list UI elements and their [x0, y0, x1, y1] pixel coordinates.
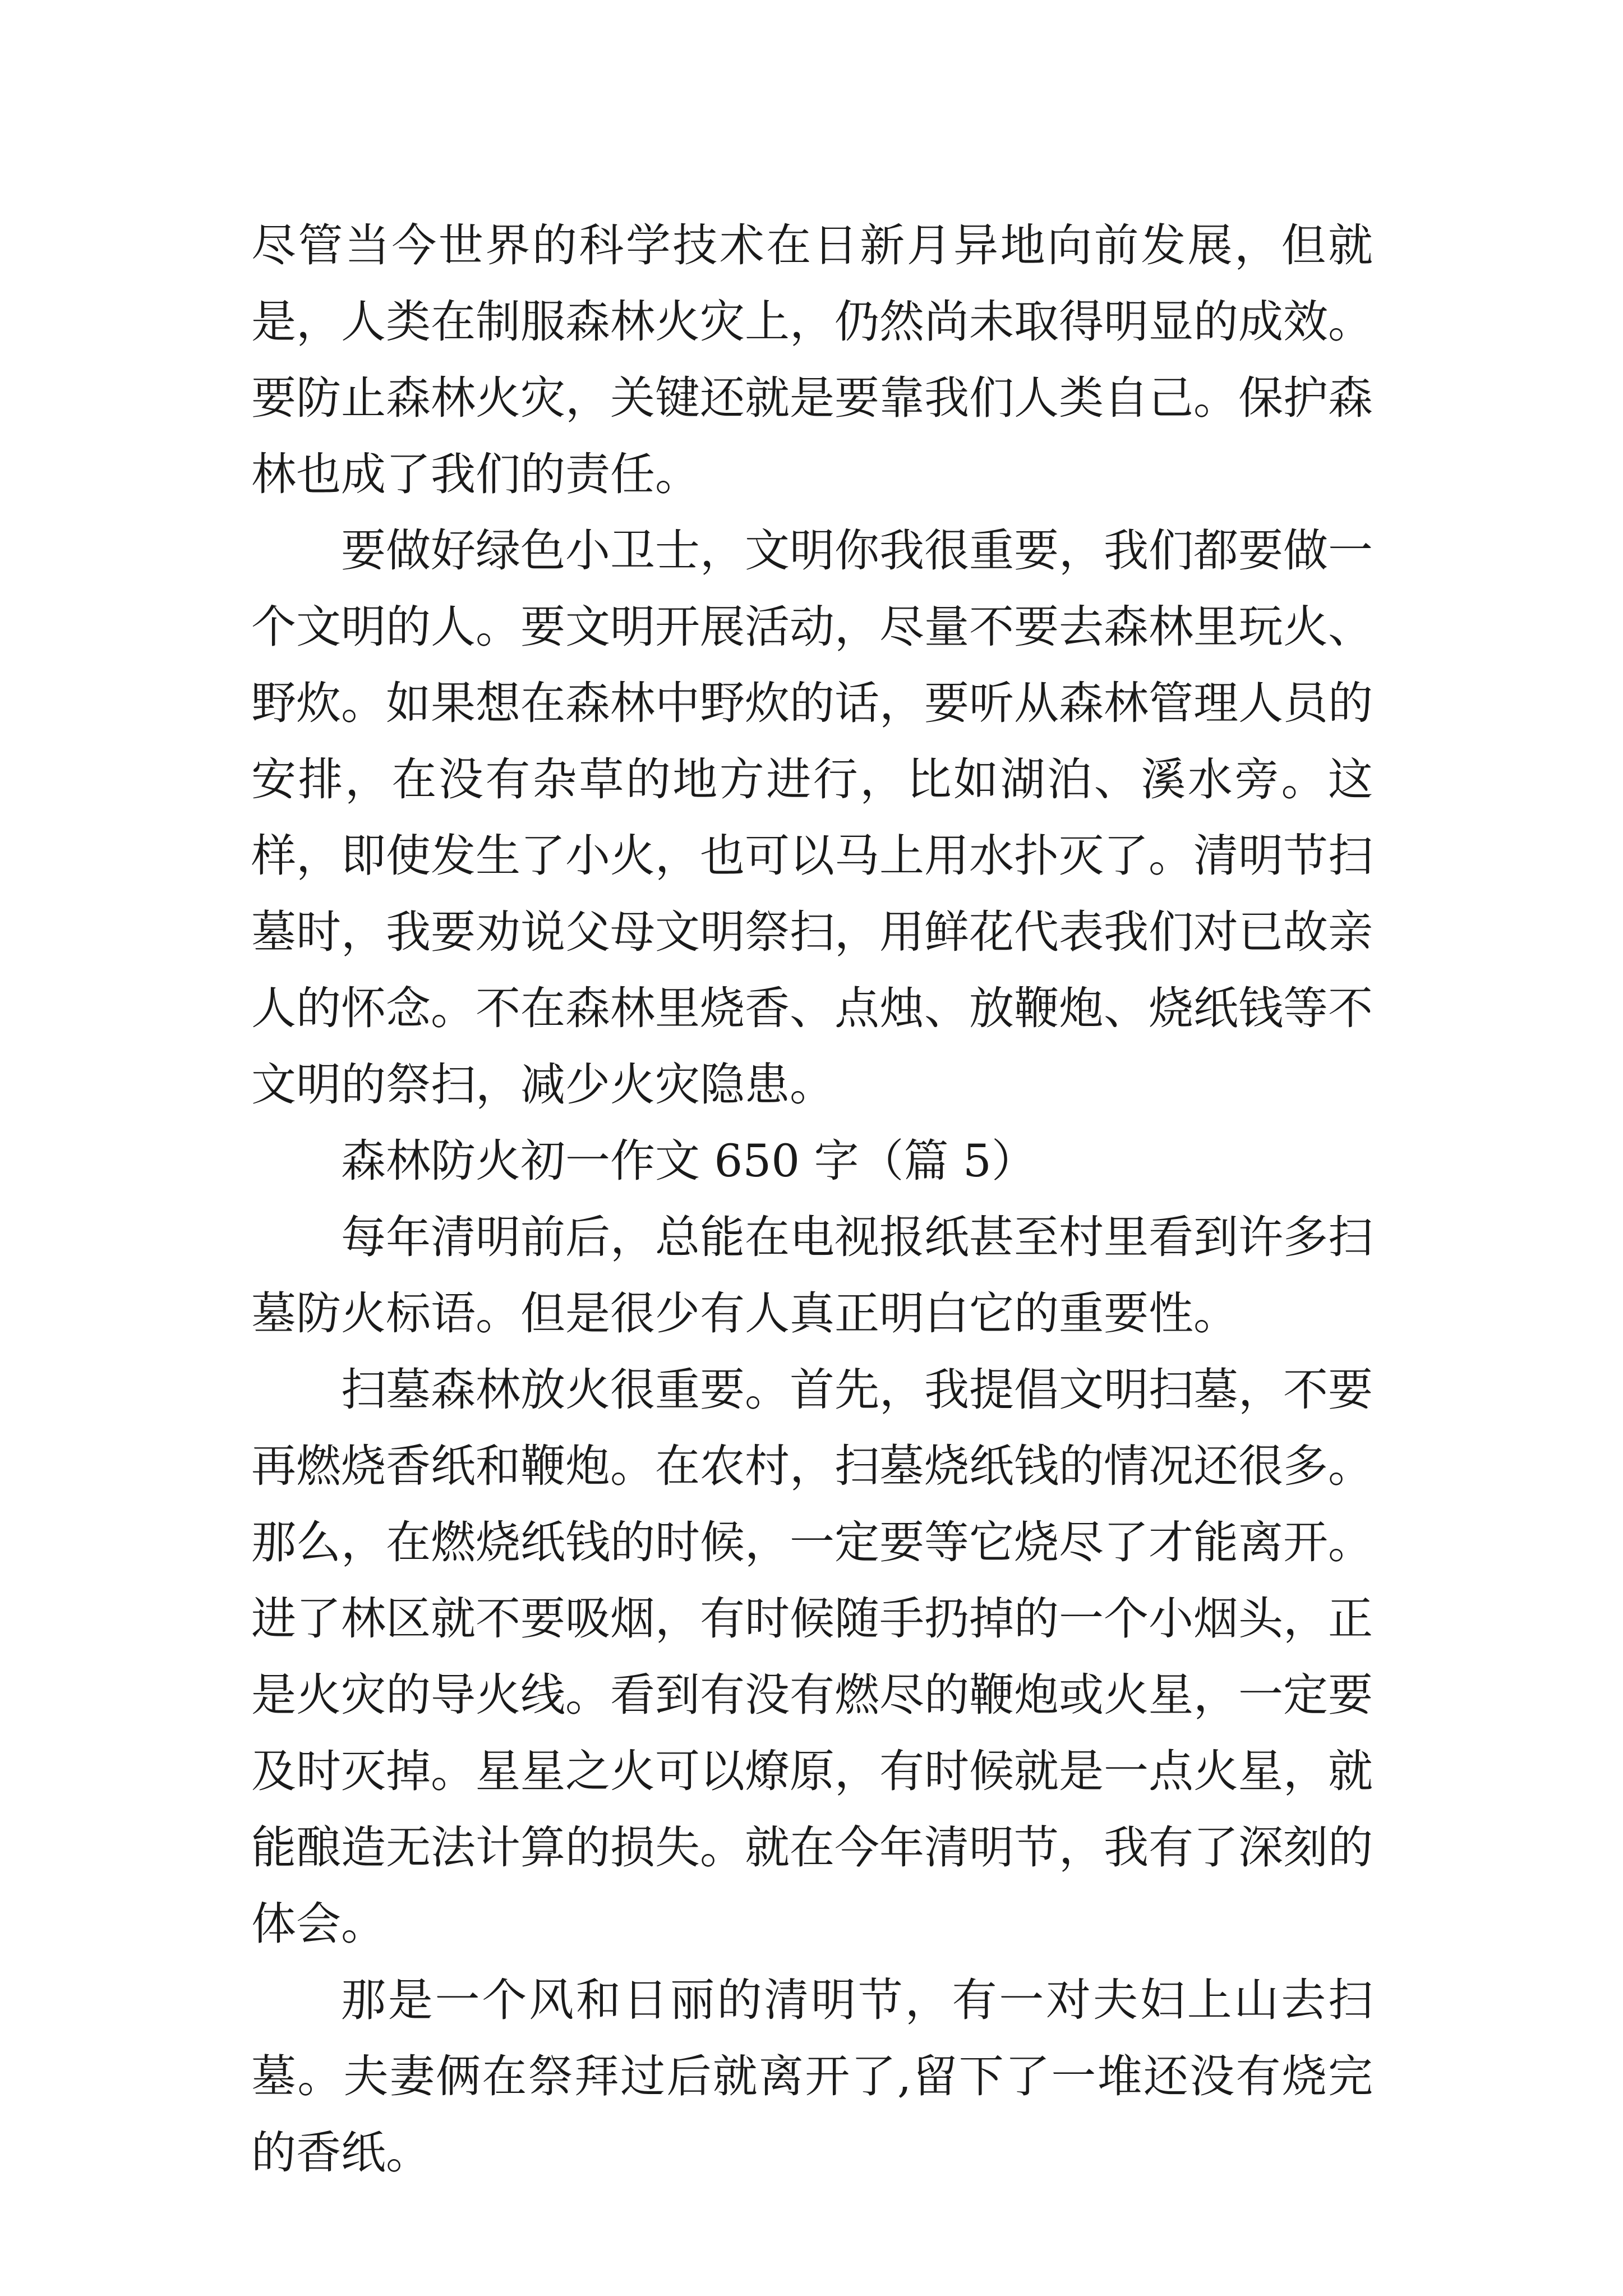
paragraph-civilized-tomb-sweeping: 扫墓森林放火很重要。首先，我提倡文明扫墓，不要再燃烧香纸和鞭炮。在农村，扫墓烧纸钱的情况还很多。那么，在燃烧纸钱的时候，一定要等它烧尽了才能离开。进了林区就不要吸烟，有时候随手扔掉的一个小烟头，正是火灾的导火线。看到有没有燃尽的鞭炮或火星，一定要及时灭掉。星星之火可以燎原，有时候就是一点火星，就能酿造无法计算的损失。就在今年清明节，我有了深刻的体会。	[251, 1364, 1373, 1950]
essay-heading: 森林防火初一作文 650 字（篇 5）	[341, 1135, 1036, 1187]
paragraph-forest-fire-responsibility: 尽管当今世界的科学技术在日新月异地向前发展，但就是，人类在制服森林火灾上，仍然尚未取得明显的成效。要防止森林火灾，关键还就是要靠我们人类自己。保护森林也成了我们的责任。	[251, 219, 1373, 500]
paragraph-couple-story: 那是一个风和日丽的清明节，有一对夫妇上山去扫墓。夫妻俩在祭拜过后就离开了,留下了一堆还没有烧完的香纸。	[251, 1974, 1373, 2179]
paragraph-green-guardian: 要做好绿色小卫士，文明你我很重要，我们都要做一个文明的人。要文明开展活动，尽量不要去森林里玩火、野炊。如果想在森林中野炊的话，要听从森林管理人员的安排，在没有杂草的地方进行，比如湖泊、溪水旁。这样，即使发生了小火，也可以马上用水扑灭了。清明节扫墓时，我要劝说父母文明祭扫，用鲜花代表我们对已故亲人的怀念。不在森林里烧香、点烛、放鞭炮、烧纸钱等不文明的祭扫，减少火灾隐患。	[251, 524, 1373, 1111]
paragraph-qingming-slogans: 每年清明前后，总能在电视报纸甚至村里看到许多扫墓防火标语。但是很少有人真正明白它的重要性。	[251, 1211, 1373, 1340]
document-body	[251, 208, 1373, 2191]
